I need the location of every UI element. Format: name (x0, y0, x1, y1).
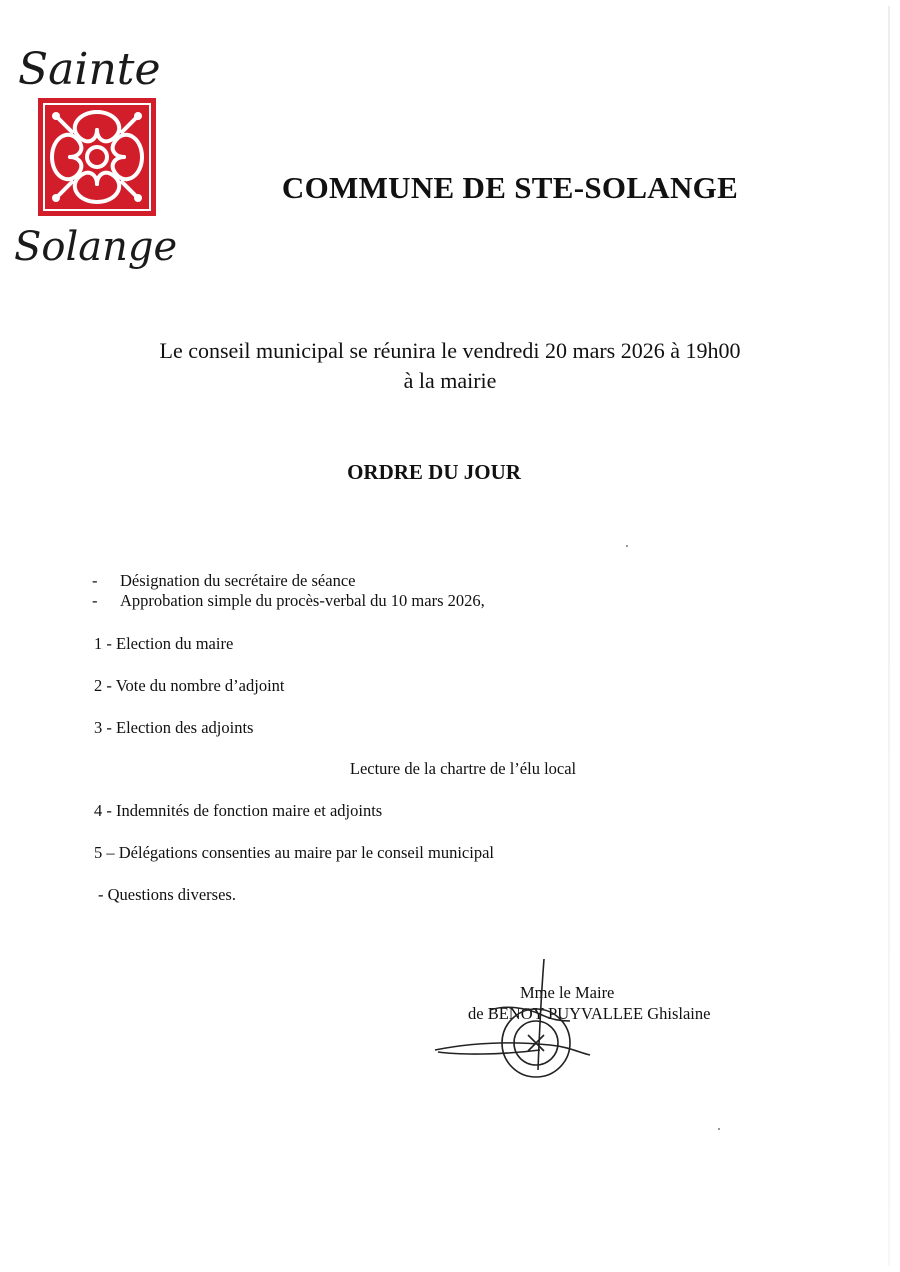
agenda-item-4: 4 - Indemnités de fonction maire et adjoints (94, 801, 383, 820)
meeting-announcement (0, 336, 900, 396)
agenda-item-3: 3 - Election des adjoints (94, 718, 254, 737)
logo-text-top: Sainte (18, 44, 161, 95)
signatory-title: Mme le Maire (520, 983, 615, 1002)
list-item (92, 591, 485, 611)
meeting-line-2: à la mairie (403, 368, 497, 393)
mairie-stamp-icon (430, 955, 610, 1080)
list-item-text: Désignation du secrétaire de séance (120, 571, 356, 590)
agenda-item-misc: - Questions diverses. (98, 885, 236, 904)
agenda-title: ORDRE DU JOUR (347, 460, 521, 484)
page-edge (888, 6, 890, 1266)
scan-speck (626, 545, 628, 547)
agenda-item-5: 5 – Délégations consenties au maire par le conseil municipal (94, 843, 494, 862)
list-dash: - (92, 591, 98, 610)
logo-text-bottom: Solange (14, 224, 178, 270)
meeting-line-1: Le conseil municipal se réunira le vendredi 20 mars 2026 à 19h00 (159, 338, 741, 363)
scan-speck (718, 1128, 720, 1130)
fleur-ornament-icon (10, 38, 190, 278)
page-title: COMMUNE DE STE-SOLANGE (281, 170, 739, 205)
agenda-preliminaries (92, 571, 485, 611)
agenda-item-1: 1 - Election du maire (94, 634, 234, 653)
list-dash: - (92, 571, 98, 590)
commune-logo (10, 38, 190, 278)
signatory-name: de BENOY PUYVALLEE Ghislaine (468, 1004, 711, 1023)
agenda-item-2: 2 - Vote du nombre d’adjoint (94, 676, 285, 695)
list-item (92, 571, 485, 591)
agenda-note: Lecture de la chartre de l’élu local (349, 759, 577, 778)
list-item-text: Approbation simple du procès-verbal du 10 mars 2026, (120, 591, 485, 610)
